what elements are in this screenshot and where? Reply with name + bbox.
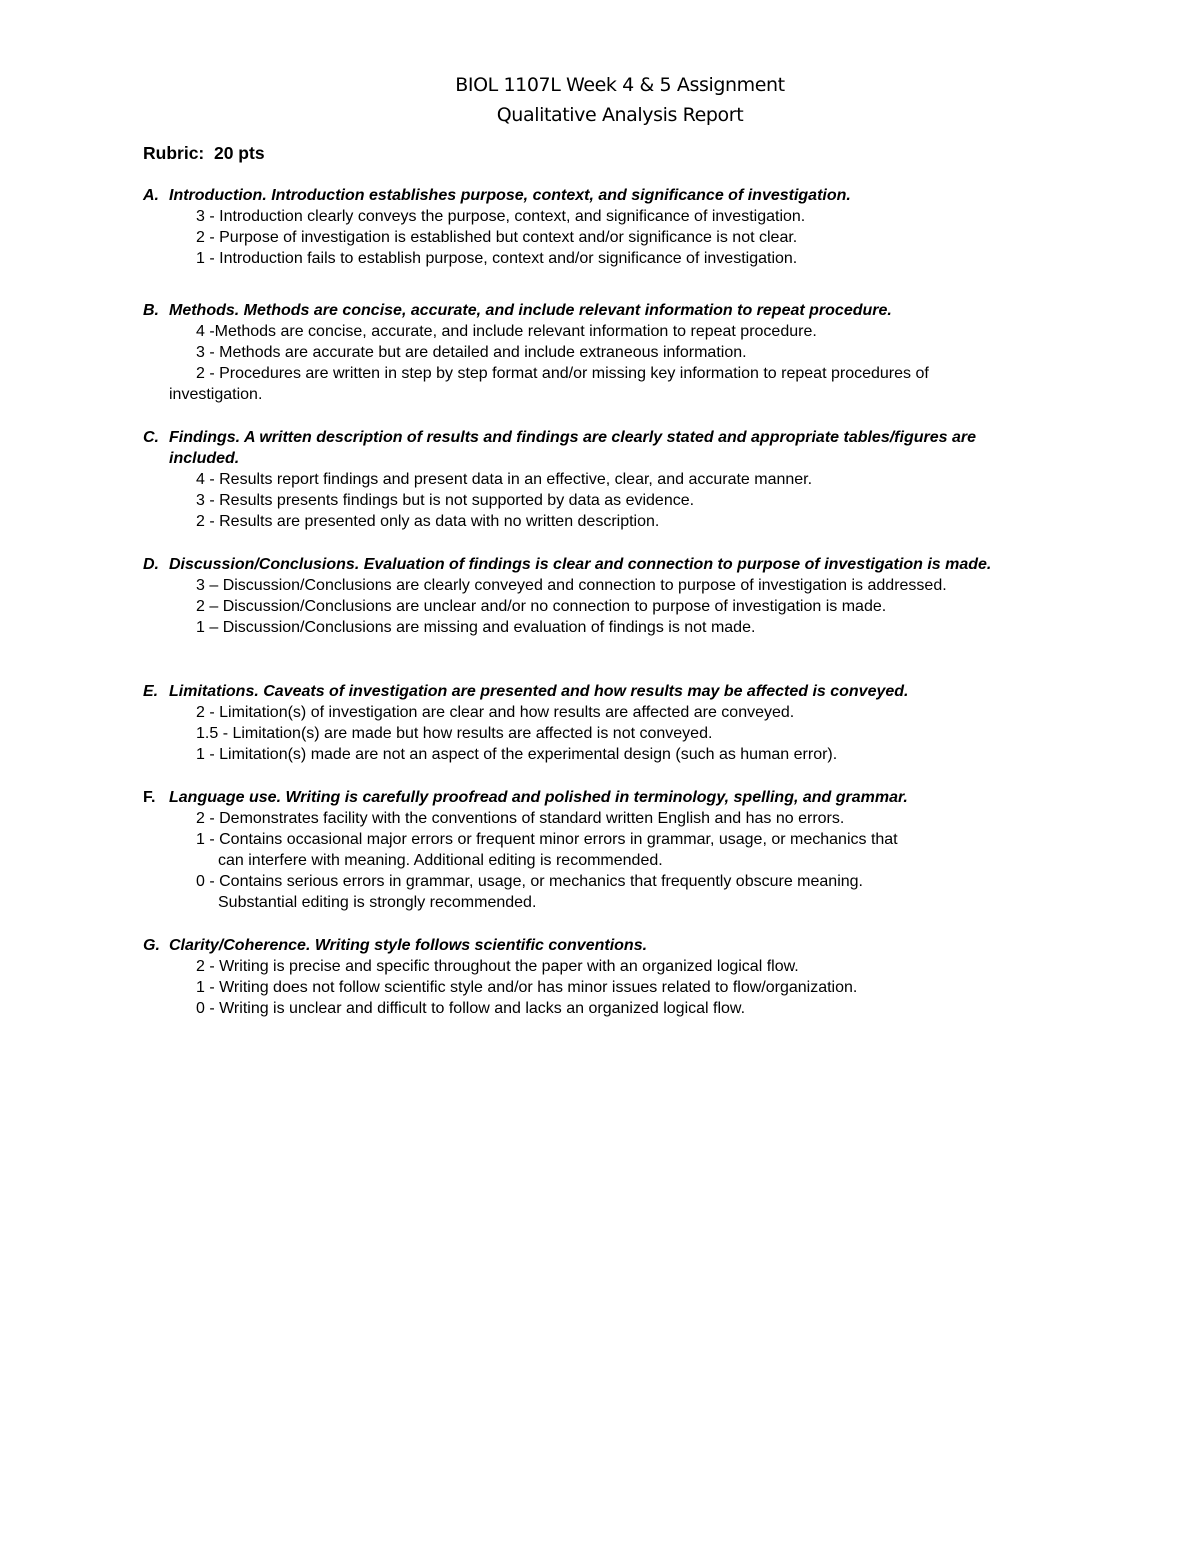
criterion-text: 1.5 - Limitation(s) are made but how results are affected is not conveyed. bbox=[196, 725, 713, 742]
section-letter: D. bbox=[143, 556, 159, 573]
criterion-text: 2 - Purpose of investigation is established but context and/or significance is not clear. bbox=[196, 229, 798, 246]
criterion-text: 2 - Procedures are written in step by step format and/or missing key information to repeat procedures of bbox=[196, 365, 929, 382]
section-letter: B. bbox=[143, 302, 159, 319]
criterion-text: 3 - Introduction clearly conveys the purpose, context, and significance of investigation. bbox=[196, 208, 806, 225]
criterion-text: 2 - Results are presented only as data with no written description. bbox=[196, 513, 660, 530]
section-heading-text: Methods. Methods are concise, accurate, and include relevant information to repeat procedure. bbox=[169, 302, 892, 319]
rubric-section-b bbox=[0, 300, 1200, 405]
criterion-item bbox=[0, 702, 1016, 723]
criterion-text: 0 - Contains serious errors in grammar, usage, or mechanics that frequently obscure meaning. bbox=[196, 873, 863, 890]
section-heading bbox=[0, 427, 1039, 469]
criterion-text-continued: investigation. bbox=[169, 386, 263, 403]
document-title bbox=[0, 70, 1200, 130]
criteria-list bbox=[0, 575, 1200, 638]
criterion-item bbox=[0, 596, 1016, 617]
rubric-section-e bbox=[0, 681, 1200, 765]
criteria-list bbox=[0, 206, 1200, 269]
criterion-item bbox=[0, 977, 1016, 998]
criterion-text-continued: Substantial editing is strongly recommended. bbox=[218, 894, 537, 911]
criterion-text: 4 - Results report findings and present data in an effective, clear, and accurate manner. bbox=[196, 471, 813, 488]
criterion-item bbox=[0, 956, 1016, 977]
criterion-item bbox=[0, 363, 1016, 405]
criterion-text: 1 - Writing does not follow scientific style and/or has minor issues related to flow/organization. bbox=[196, 979, 858, 996]
criterion-text: 3 - Methods are accurate but are detailed and include extraneous information. bbox=[196, 344, 747, 361]
criterion-text-continued: can interfere with meaning. Additional editing is recommended. bbox=[218, 852, 663, 869]
criterion-item bbox=[0, 469, 1016, 490]
section-heading bbox=[0, 935, 1039, 956]
criterion-item bbox=[0, 490, 1016, 511]
criterion-text: 1 - Contains occasional major errors or frequent minor errors in grammar, usage, or mechanics that bbox=[196, 831, 898, 848]
criterion-item bbox=[0, 829, 1016, 871]
criterion-item bbox=[0, 321, 1016, 342]
section-letter: F. bbox=[143, 789, 156, 806]
criterion-text: 2 - Writing is precise and specific throughout the paper with an organized logical flow. bbox=[196, 958, 799, 975]
section-heading-text: Findings. A written description of results and findings are clearly stated and appropriate tables/figures are included. bbox=[169, 429, 976, 467]
section-heading-text: Clarity/Coherence. Writing style follows scientific conventions. bbox=[169, 937, 648, 954]
criteria-list bbox=[0, 469, 1200, 532]
criterion-text: 2 - Limitation(s) of investigation are clear and how results are affected are conveyed. bbox=[196, 704, 795, 721]
title-line-report: Qualitative Analysis Report bbox=[496, 104, 744, 126]
section-heading bbox=[0, 300, 1039, 321]
section-letter: G. bbox=[143, 937, 160, 954]
section-heading-text: Limitations. Caveats of investigation are presented and how results may be affected is conveyed. bbox=[169, 683, 909, 700]
criterion-text: 0 - Writing is unclear and difficult to follow and lacks an organized logical flow. bbox=[196, 1000, 746, 1017]
section-heading-text: Introduction. Introduction establishes purpose, context, and significance of investigation. bbox=[169, 187, 851, 204]
rubric-section-a bbox=[0, 185, 1200, 269]
criterion-item bbox=[0, 871, 1016, 913]
criterion-item bbox=[0, 575, 1016, 596]
section-letter: C. bbox=[143, 429, 159, 446]
criterion-item bbox=[0, 248, 1016, 269]
rubric-heading: Rubric: 20 pts bbox=[143, 143, 265, 163]
criterion-text: 2 – Discussion/Conclusions are unclear and/or no connection to purpose of investigation is made. bbox=[196, 598, 887, 615]
section-letter: A. bbox=[143, 187, 159, 204]
criterion-item bbox=[0, 723, 1016, 744]
criterion-item bbox=[0, 744, 1016, 765]
section-heading bbox=[0, 681, 1039, 702]
criterion-item bbox=[0, 511, 1016, 532]
criterion-item bbox=[0, 617, 1016, 638]
criterion-text: 3 – Discussion/Conclusions are clearly conveyed and connection to purpose of investigation is addressed. bbox=[196, 577, 947, 594]
criterion-item bbox=[0, 998, 1016, 1019]
rubric-section-c bbox=[0, 427, 1200, 532]
rubric-section-d bbox=[0, 554, 1200, 638]
criteria-list bbox=[0, 956, 1200, 1019]
criterion-item bbox=[0, 342, 1016, 363]
criterion-text: 1 – Discussion/Conclusions are missing and evaluation of findings is not made. bbox=[196, 619, 756, 636]
criterion-item bbox=[0, 206, 1016, 227]
criterion-text: 2 - Demonstrates facility with the conventions of standard written English and has no errors. bbox=[196, 810, 845, 827]
criteria-list bbox=[0, 808, 1200, 913]
section-heading bbox=[0, 787, 1039, 808]
criterion-item bbox=[0, 808, 1016, 829]
criterion-text: 4 -Methods are concise, accurate, and include relevant information to repeat procedure. bbox=[196, 323, 817, 340]
criterion-text: 1 - Introduction fails to establish purpose, context and/or significance of investigation. bbox=[196, 250, 798, 267]
criterion-item bbox=[0, 227, 1016, 248]
section-heading bbox=[0, 554, 1039, 575]
section-heading bbox=[0, 185, 1039, 206]
section-letter: E. bbox=[143, 683, 159, 700]
section-heading-text: Discussion/Conclusions. Evaluation of findings is clear and connection to purpose of investigation is made. bbox=[169, 556, 992, 573]
criteria-list bbox=[0, 321, 1200, 405]
criteria-list bbox=[0, 702, 1200, 765]
rubric-section-g bbox=[0, 935, 1200, 1019]
criterion-text: 3 - Results presents findings but is not supported by data as evidence. bbox=[196, 492, 695, 509]
rubric-section-f bbox=[0, 787, 1200, 913]
section-heading-text: Language use. Writing is carefully proofread and polished in terminology, spelling, and grammar. bbox=[169, 789, 908, 806]
criterion-text: 1 - Limitation(s) made are not an aspect of the experimental design (such as human error). bbox=[196, 746, 838, 763]
title-line-course: BIOL 1107L Week 4 & 5 Assignment bbox=[455, 74, 785, 96]
